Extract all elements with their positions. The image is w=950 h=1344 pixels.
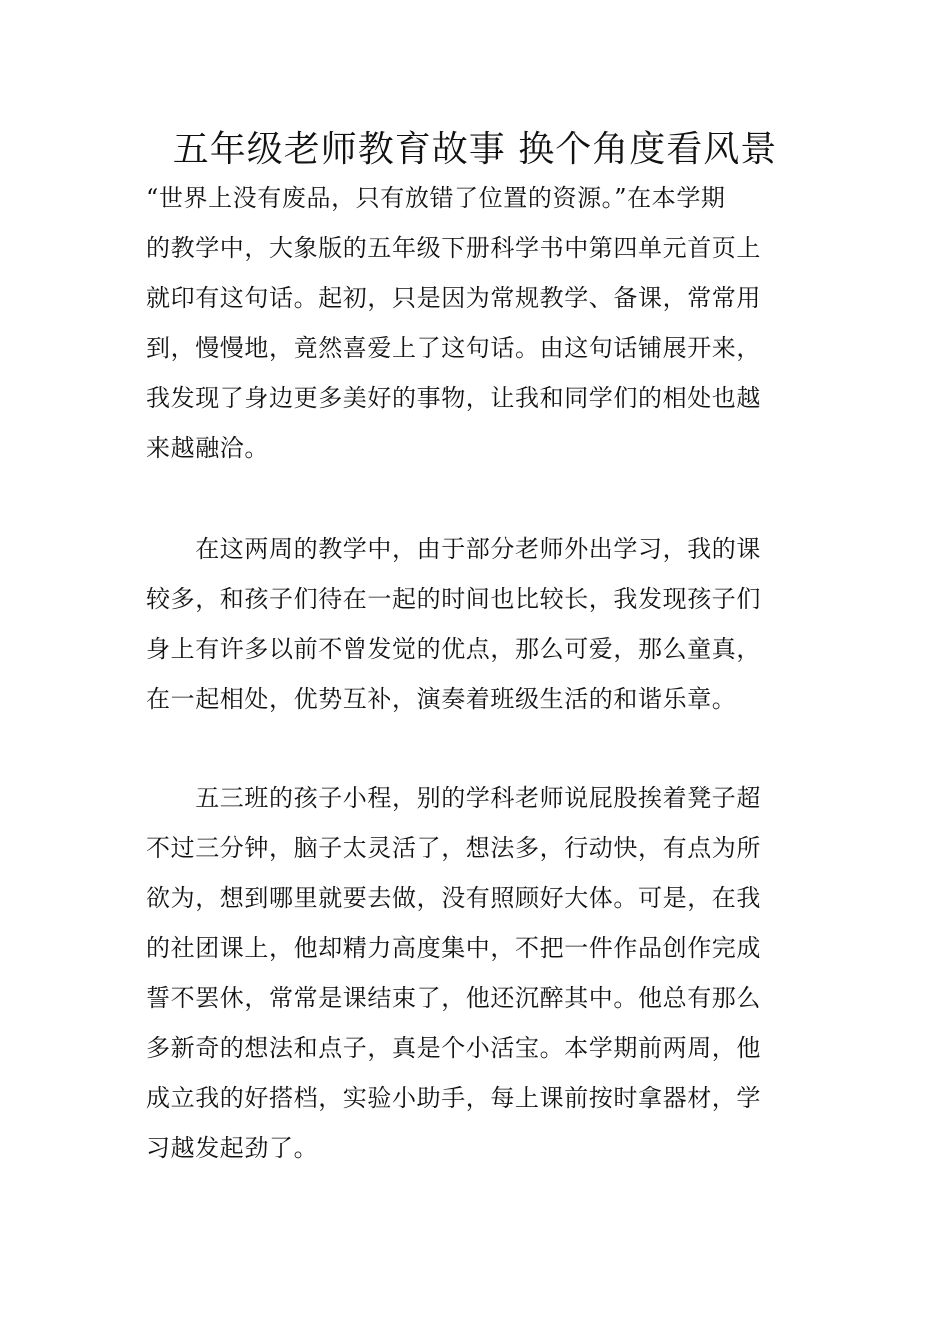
paragraph-line: 较多，和孩子们待在一起的时间也比较长，我发现孩子们 [146,585,761,613]
paragraph-line: 的社团课上，他却精力高度集中，不把一件作品创作完成 [146,934,761,962]
paragraph-line: 誓不罢休，常常是课结束了，他还沉醉其中。他总有那么 [146,984,761,1012]
paragraph-line: 习越发起劲了。 [146,1134,319,1162]
paragraph-line: 多新奇的想法和点子，真是个小活宝。本学期前两周，他 [146,1034,761,1062]
paragraph-line: 欲为，想到哪里就要去做，没有照顾好大体。可是，在我 [146,884,761,912]
paragraph-line: 在一起相处，优势互补，演奏着班级生活的和谐乐章。 [146,685,737,713]
paragraph-line: 我发现了身边更多美好的事物，让我和同学们的相处也越 [146,384,761,412]
paragraph-line: 成立我的好搭档，实验小助手，每上课前按时拿器材，学 [146,1084,761,1112]
paragraph-line: 五三班的孩子小程，别的学科老师说屁股挨着凳子超 [146,784,761,812]
paragraph-line: 不过三分钟，脑子太灵活了，想法多，行动快，有点为所 [146,834,761,862]
paragraph-line: 身上有许多以前不曾发觉的优点，那么可爱，那么童真， [146,635,761,663]
document-title: 五年级老师教育故事 换个角度看风景 [172,129,778,170]
paragraph-line: 的教学中，大象版的五年级下册科学书中第四单元首页上 [146,234,761,262]
paragraph-line: 就印有这句话。起初，只是因为常规教学、备课，常常用 [146,284,761,312]
paragraph-line: 来越融洽。 [146,434,269,462]
paragraph-line: 在这两周的教学中，由于部分老师外出学习，我的课 [146,535,761,563]
paragraph-line: “世界上没有废品，只有放错了位置的资源。”在本学期 [146,184,726,212]
paragraph-line: 到，慢慢地，竟然喜爱上了这句话。由这句话铺展开来， [146,334,761,362]
